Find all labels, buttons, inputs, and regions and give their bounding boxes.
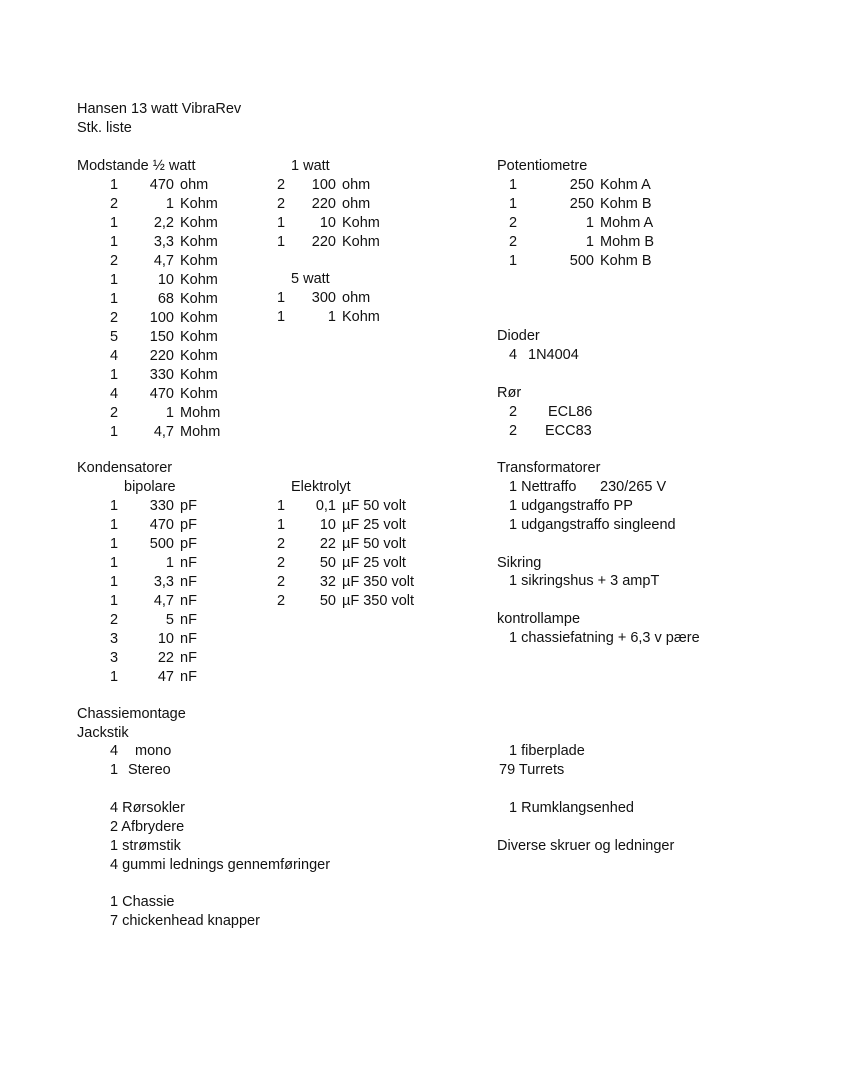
resistor-qty: 2 bbox=[110, 196, 119, 212]
electrolytic-heading: Elektrolyt bbox=[291, 479, 351, 495]
capacitor-value: 330 bbox=[149, 498, 174, 514]
capacitor-value: 32 bbox=[319, 574, 336, 590]
capacitor-qty: 2 bbox=[277, 593, 286, 609]
resistor-value: 100 bbox=[311, 177, 336, 193]
resistor-unit: Kohm bbox=[180, 367, 218, 383]
transformer-item: 1 udgangstraffo PP bbox=[509, 498, 633, 514]
potentiometer-qty: 1 bbox=[509, 177, 518, 193]
capacitor-qty: 2 bbox=[277, 555, 286, 571]
resistors-five-watt-heading: 5 watt bbox=[291, 271, 330, 287]
transformer-item: 1 Nettraffo bbox=[509, 479, 577, 495]
resistor-qty: 4 bbox=[110, 386, 119, 402]
resistor-qty: 2 bbox=[110, 405, 119, 421]
resistor-value: 1 bbox=[165, 196, 174, 212]
potentiometer-unit: Kohm B bbox=[600, 196, 652, 212]
resistor-unit: Kohm bbox=[180, 329, 218, 345]
resistor-unit: Kohm bbox=[342, 215, 380, 231]
resistor-qty: 1 bbox=[277, 234, 286, 250]
capacitor-value: 10 bbox=[157, 631, 174, 647]
capacitor-unit: pF bbox=[180, 536, 197, 552]
tube-name: ECC83 bbox=[545, 423, 592, 439]
capacitor-value: 3,3 bbox=[153, 574, 174, 590]
capacitor-value: 50 bbox=[319, 593, 336, 609]
resistor-unit: ohm bbox=[342, 290, 371, 306]
capacitor-value: 1 bbox=[165, 555, 174, 571]
resistor-value: 4,7 bbox=[153, 424, 174, 440]
chassis-item: 1 strømstik bbox=[110, 838, 181, 854]
capacitor-qty: 1 bbox=[110, 669, 119, 685]
fuse-heading: Sikring bbox=[497, 555, 542, 571]
resistor-value: 1 bbox=[165, 405, 174, 421]
diodes-heading: Dioder bbox=[497, 328, 540, 344]
potentiometer-unit: Kohm A bbox=[600, 177, 651, 193]
resistor-qty: 2 bbox=[277, 177, 286, 193]
capacitor-unit: nF bbox=[180, 631, 197, 647]
capacitor-unit: µF 50 volt bbox=[342, 498, 406, 514]
chassis-item: 7 chickenhead knapper bbox=[110, 913, 260, 929]
resistor-unit: Kohm bbox=[180, 253, 218, 269]
capacitor-value: 22 bbox=[319, 536, 336, 552]
transformer-item: 1 udgangstraffo singleend bbox=[509, 517, 676, 533]
resistor-value: 3,3 bbox=[153, 234, 174, 250]
resistor-value: 220 bbox=[311, 234, 336, 250]
potentiometer-unit: Mohm A bbox=[600, 215, 654, 231]
resistor-qty: 2 bbox=[277, 196, 286, 212]
resistor-qty: 1 bbox=[110, 272, 119, 288]
resistor-unit: ohm bbox=[342, 177, 371, 193]
chassis-right-item: 1 Rumklangsenhed bbox=[509, 800, 634, 816]
resistor-unit: ohm bbox=[180, 177, 209, 193]
capacitor-unit: µF 350 volt bbox=[342, 574, 415, 590]
chassis-right-item: 1 fiberplade bbox=[509, 743, 585, 759]
potentiometer-unit: Kohm B bbox=[600, 253, 652, 269]
capacitor-unit: pF bbox=[180, 498, 197, 514]
resistor-unit: Kohm bbox=[180, 310, 218, 326]
capacitor-qty: 1 bbox=[277, 498, 286, 514]
resistor-value: 300 bbox=[311, 290, 336, 306]
resistor-qty: 2 bbox=[110, 253, 119, 269]
misc-note: Diverse skruer og ledninger bbox=[497, 838, 675, 854]
resistor-unit: ohm bbox=[342, 196, 371, 212]
resistor-qty: 1 bbox=[110, 234, 119, 250]
capacitor-value: 50 bbox=[319, 555, 336, 571]
chassis-heading: Chassiemontage bbox=[77, 706, 186, 722]
potentiometer-value: 500 bbox=[569, 253, 594, 269]
page-title: Hansen 13 watt VibraRev bbox=[77, 101, 242, 117]
resistor-value: 10 bbox=[319, 215, 336, 231]
resistor-qty: 1 bbox=[110, 215, 119, 231]
resistor-qty: 1 bbox=[277, 309, 286, 325]
capacitor-unit: pF bbox=[180, 517, 197, 533]
resistor-value: 150 bbox=[149, 329, 174, 345]
resistor-value: 220 bbox=[311, 196, 336, 212]
capacitor-unit: nF bbox=[180, 669, 197, 685]
tube-qty: 2 bbox=[509, 423, 518, 439]
transformers-heading: Transformatorer bbox=[497, 460, 601, 476]
capacitor-qty: 1 bbox=[110, 574, 119, 590]
capacitor-value: 22 bbox=[157, 650, 174, 666]
potentiometer-qty: 2 bbox=[509, 215, 518, 231]
resistor-unit: Kohm bbox=[180, 291, 218, 307]
resistor-unit: Mohm bbox=[180, 424, 221, 440]
resistor-unit: Mohm bbox=[180, 405, 221, 421]
capacitor-qty: 3 bbox=[110, 631, 119, 647]
capacitor-unit: µF 350 volt bbox=[342, 593, 415, 609]
capacitor-unit: nF bbox=[180, 555, 197, 571]
diode-name: 1N4004 bbox=[528, 347, 579, 363]
capacitor-value: 5 bbox=[165, 612, 174, 628]
potentiometer-value: 1 bbox=[585, 234, 594, 250]
capacitor-qty: 2 bbox=[277, 574, 286, 590]
resistors-half-watt-heading: Modstande ½ watt bbox=[77, 158, 196, 174]
capacitor-unit: nF bbox=[180, 593, 197, 609]
chassis-item: 4 gummi lednings gennemføringer bbox=[110, 857, 331, 873]
fuse-item: 1 sikringshus + 3 ampT bbox=[509, 573, 660, 589]
potentiometer-value: 250 bbox=[569, 196, 594, 212]
capacitor-value: 470 bbox=[149, 517, 174, 533]
resistor-qty: 5 bbox=[110, 329, 119, 345]
resistor-value: 4,7 bbox=[153, 253, 174, 269]
potentiometer-qty: 1 bbox=[509, 196, 518, 212]
jack-name: mono bbox=[135, 743, 172, 759]
capacitor-unit: µF 25 volt bbox=[342, 555, 406, 571]
jack-qty: 1 bbox=[110, 762, 119, 778]
capacitor-value: 4,7 bbox=[153, 593, 174, 609]
jack-heading: Jackstik bbox=[77, 725, 129, 741]
potentiometer-value: 1 bbox=[585, 215, 594, 231]
tubes-heading: Rør bbox=[497, 385, 522, 401]
resistor-qty: 1 bbox=[110, 177, 119, 193]
capacitor-value: 500 bbox=[149, 536, 174, 552]
lamp-item: 1 chassiefatning + 6,3 v pære bbox=[509, 630, 700, 646]
capacitor-qty: 1 bbox=[110, 593, 119, 609]
potentiometer-qty: 2 bbox=[509, 234, 518, 250]
tube-qty: 2 bbox=[509, 404, 518, 420]
capacitor-unit: µF 25 volt bbox=[342, 517, 406, 533]
resistor-unit: Kohm bbox=[180, 215, 218, 231]
resistor-value: 1 bbox=[327, 309, 336, 325]
capacitor-unit: nF bbox=[180, 612, 197, 628]
chassis-item: 2 Afbrydere bbox=[110, 819, 185, 835]
diode-qty: 4 bbox=[509, 347, 518, 363]
capacitor-value: 10 bbox=[319, 517, 336, 533]
resistor-value: 68 bbox=[157, 291, 174, 307]
potentiometers-heading: Potentiometre bbox=[497, 158, 588, 174]
resistor-value: 470 bbox=[149, 386, 174, 402]
chassis-item: 1 Chassie bbox=[110, 894, 175, 910]
jack-name: Stereo bbox=[128, 762, 171, 778]
resistor-qty: 1 bbox=[277, 290, 286, 306]
resistor-value: 330 bbox=[149, 367, 174, 383]
capacitor-qty: 3 bbox=[110, 650, 119, 666]
capacitor-value: 0,1 bbox=[315, 498, 336, 514]
capacitor-qty: 1 bbox=[110, 517, 119, 533]
resistor-value: 10 bbox=[157, 272, 174, 288]
capacitor-value: 47 bbox=[157, 669, 174, 685]
resistor-unit: Kohm bbox=[342, 309, 380, 325]
resistor-unit: Kohm bbox=[342, 234, 380, 250]
resistor-unit: Kohm bbox=[180, 348, 218, 364]
resistor-qty: 1 bbox=[110, 424, 119, 440]
capacitor-qty: 1 bbox=[110, 536, 119, 552]
resistor-qty: 4 bbox=[110, 348, 119, 364]
capacitors-heading: Kondensatorer bbox=[77, 460, 173, 476]
resistor-value: 100 bbox=[149, 310, 174, 326]
potentiometer-unit: Mohm B bbox=[600, 234, 654, 250]
resistors-one-watt-heading: 1 watt bbox=[291, 158, 330, 174]
lamp-heading: kontrollampe bbox=[497, 611, 581, 627]
page-subtitle: Stk. liste bbox=[77, 120, 132, 136]
capacitor-qty: 1 bbox=[277, 517, 286, 533]
resistor-value: 2,2 bbox=[153, 215, 174, 231]
capacitor-qty: 2 bbox=[277, 536, 286, 552]
resistor-qty: 1 bbox=[110, 367, 119, 383]
resistor-unit: Kohm bbox=[180, 196, 218, 212]
potentiometer-qty: 1 bbox=[509, 253, 518, 269]
capacitor-unit: µF 50 volt bbox=[342, 536, 406, 552]
capacitor-unit: nF bbox=[180, 574, 197, 590]
jack-qty: 4 bbox=[110, 743, 119, 759]
transformer-extra: 230/265 V bbox=[600, 479, 667, 495]
resistor-qty: 1 bbox=[277, 215, 286, 231]
chassis-item: 4 Rørsokler bbox=[110, 800, 185, 816]
capacitor-qty: 1 bbox=[110, 555, 119, 571]
resistor-unit: Kohm bbox=[180, 234, 218, 250]
capacitor-qty: 1 bbox=[110, 498, 119, 514]
resistor-value: 220 bbox=[149, 348, 174, 364]
capacitor-qty: 2 bbox=[110, 612, 119, 628]
potentiometer-value: 250 bbox=[569, 177, 594, 193]
resistor-unit: Kohm bbox=[180, 272, 218, 288]
resistor-unit: Kohm bbox=[180, 386, 218, 402]
tube-name: ECL86 bbox=[548, 404, 593, 420]
resistor-value: 470 bbox=[149, 177, 174, 193]
resistor-qty: 2 bbox=[110, 310, 119, 326]
resistor-qty: 1 bbox=[110, 291, 119, 307]
bipolar-heading: bipolare bbox=[124, 479, 176, 495]
chassis-right-item: 79 Turrets bbox=[499, 762, 565, 778]
capacitor-unit: nF bbox=[180, 650, 197, 666]
